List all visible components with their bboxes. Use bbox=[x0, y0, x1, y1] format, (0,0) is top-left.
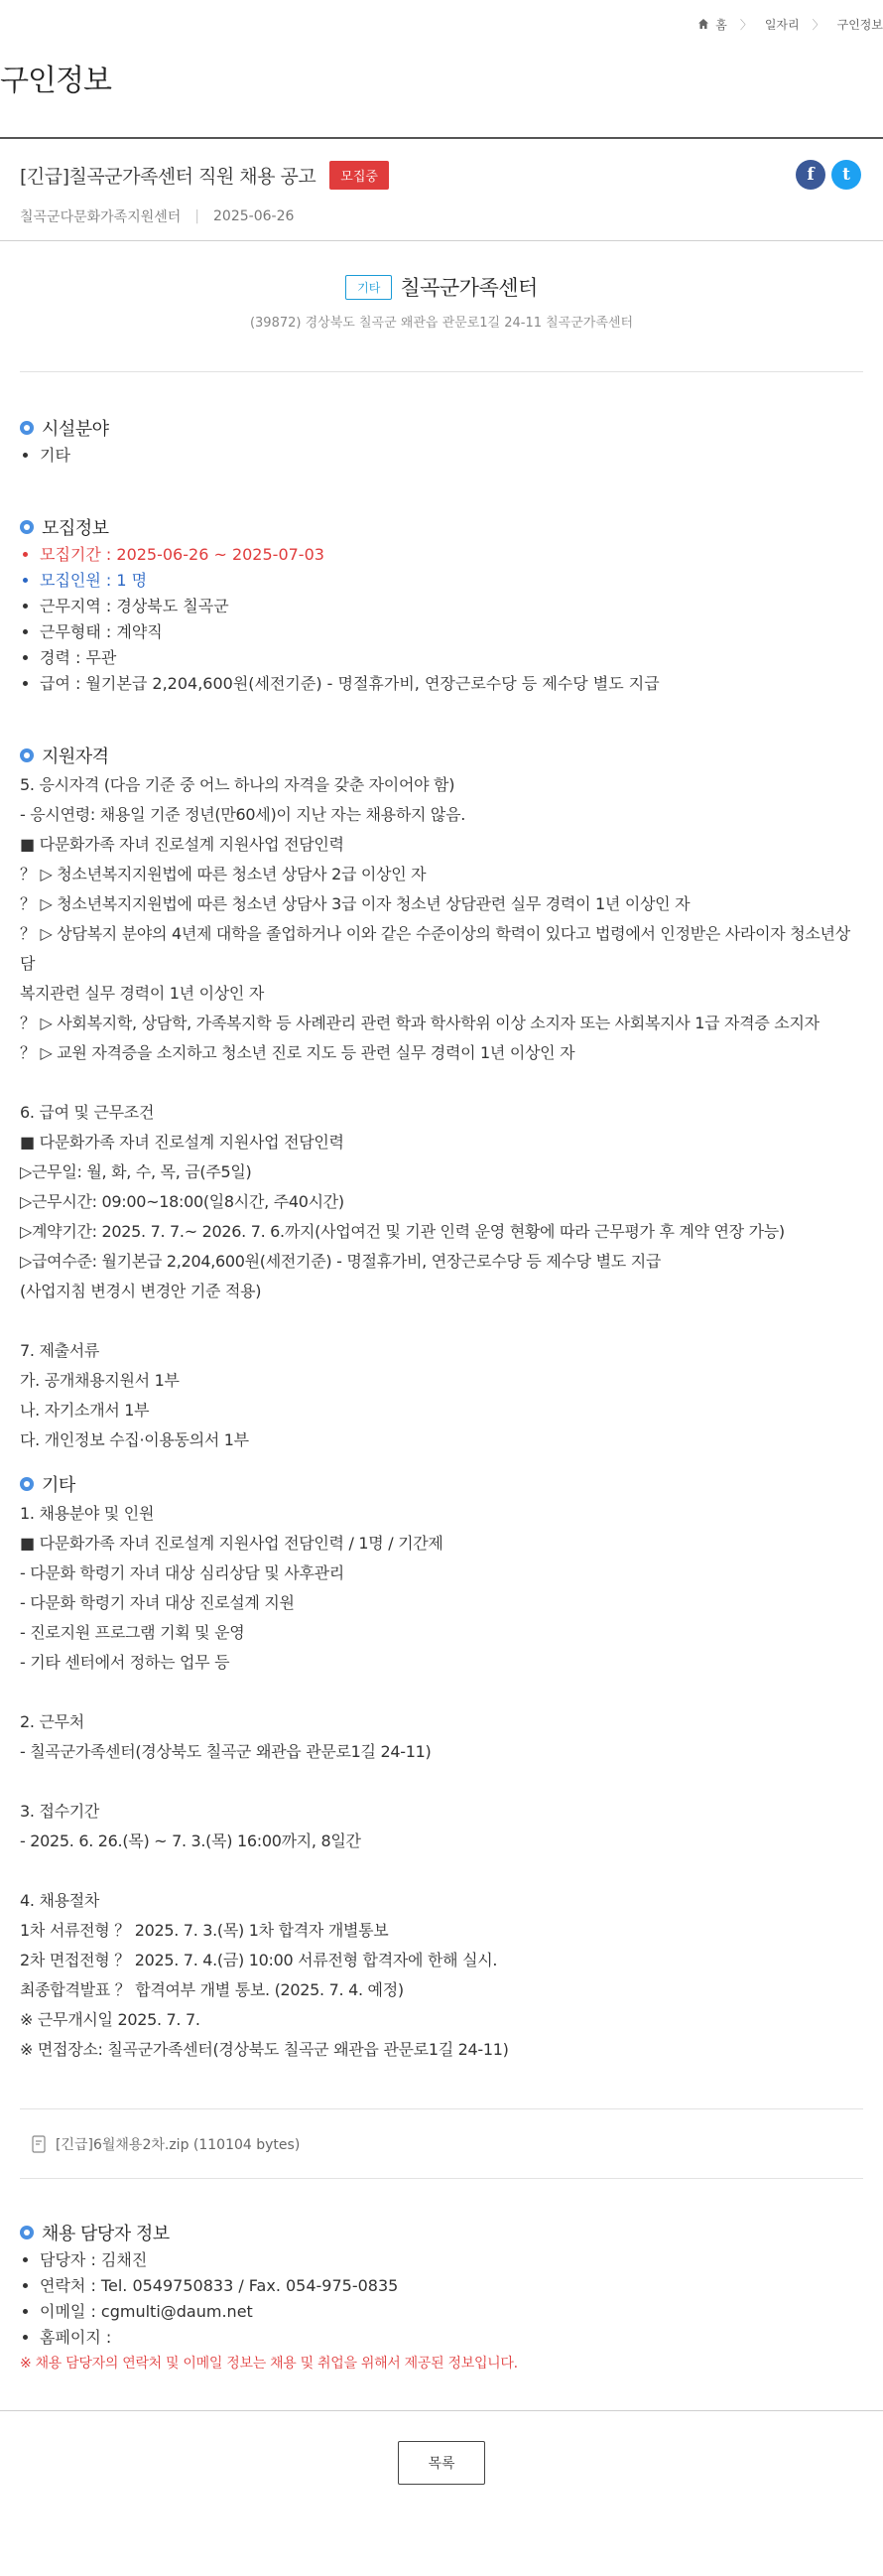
section-heading: 시설분야 bbox=[42, 419, 109, 440]
organization-block bbox=[0, 270, 883, 331]
text-line: ？ ▷ 사회복지학, 상담학, 가족복지학 등 사례관리 관련 학과 학사학위 이상 소지자 또는 사회복지사 1급 자격증 소지자 bbox=[20, 1014, 820, 1032]
page-title: 구인정보 bbox=[0, 64, 111, 98]
section-heading: 채용 담당자 정보 bbox=[42, 2224, 170, 2244]
text-line: - 응시연령: 채용일 기준 정년(만60세)이 지난 자는 채용하지 않음. bbox=[20, 805, 466, 824]
attachment-filename[interactable]: [긴급]6월채용2차.zip (110104 bytes) bbox=[56, 2137, 301, 2153]
text-line: ■ 다문화가족 자녀 진로설계 지원사업 전담인력 / 1명 / 기간제 bbox=[20, 1534, 443, 1553]
home-icon[interactable] bbox=[697, 18, 709, 30]
text-line: 다. 개인정보 수집·이용동의서 1부 bbox=[20, 1430, 249, 1449]
text-line: ▷근무일: 월, 화, 수, 목, 금(주5일) bbox=[20, 1162, 252, 1181]
breadcrumb-current[interactable]: 구인정보 bbox=[836, 17, 883, 32]
section-heading: 지원자격 bbox=[42, 746, 109, 767]
text-line: ※ 근무개시일 2025. 7. 7. bbox=[20, 2010, 200, 2029]
text-line: 복지관련 실무 경력이 1년 이상인 자 bbox=[20, 984, 264, 1003]
text-line: 1차 서류전형 ？ 2025. 7. 3.(목) 1차 합격자 개별통보 bbox=[20, 1921, 389, 1940]
text-line: 5. 응시자격 (다음 기준 중 어느 하나의 자격을 갖춘 자이어야 함) bbox=[20, 775, 455, 794]
text-line: 2. 근무처 bbox=[20, 1712, 84, 1731]
org-category-tag: 기타 bbox=[345, 275, 392, 300]
text-line bbox=[20, 1856, 863, 1886]
recruit-headcount: • 모집인원 : 1 명 bbox=[40, 568, 863, 594]
status-badge: 모집중 bbox=[329, 161, 389, 190]
post-author: 칠곡군다문화가족지원센터 bbox=[20, 209, 182, 225]
share-buttons bbox=[796, 160, 861, 190]
contact-email: • 이메일 : cgmulti@daum.net bbox=[40, 2299, 863, 2325]
etc-section bbox=[20, 1469, 863, 2065]
text-line: 4. 채용절차 bbox=[20, 1891, 100, 1910]
attachment-bottom-divider bbox=[20, 2178, 863, 2179]
text-line: 나. 자기소개서 1부 bbox=[20, 1401, 150, 1420]
meta-separator: | bbox=[194, 208, 200, 224]
section-heading: 모집정보 bbox=[42, 518, 109, 539]
list-item: • 급여 : 월기본급 2,204,600원(세전기준) - 명절휴가비, 연장근로수당 등 제수당 별도 지급 bbox=[40, 671, 863, 697]
twitter-share-button[interactable]: t bbox=[831, 160, 861, 190]
facility-section bbox=[20, 413, 863, 469]
text-line: - 다문화 학령기 자녀 대상 진로설계 지원 bbox=[20, 1593, 295, 1612]
list-button[interactable]: 목록 bbox=[398, 2441, 485, 2485]
text-line: - 칠곡군가족센터(경상북도 칠곡군 왜관읍 관문로1길 24-11) bbox=[20, 1742, 432, 1761]
text-line bbox=[20, 1068, 863, 1098]
list-item: • 기타 bbox=[40, 443, 863, 469]
list-item: • 경력 : 무관 bbox=[40, 645, 863, 671]
text-line: ▷급여수준: 월기본급 2,204,600원(세전기준) - 명절휴가비, 연장근로수당 등 제수당 별도 지급 bbox=[20, 1252, 662, 1271]
text-line: 3. 접수기간 bbox=[20, 1802, 100, 1821]
title-divider bbox=[0, 137, 883, 139]
contact-homepage: • 홈페이지 : bbox=[40, 2325, 863, 2351]
section-bullet-icon bbox=[20, 520, 34, 534]
breadcrumb bbox=[697, 14, 883, 34]
text-line: ■ 다문화가족 자녀 진로설계 지원사업 전담인력 bbox=[20, 835, 344, 854]
list-item: • 근무지역 : 경상북도 칠곡군 bbox=[40, 594, 863, 619]
text-line: (사업지침 변경시 변경안 기준 적용) bbox=[20, 1282, 262, 1300]
text-line: 6. 급여 및 근무조건 bbox=[20, 1103, 155, 1122]
chevron-right-icon: 〉 bbox=[812, 17, 824, 32]
text-line: ？ ▷ 청소년복지지원법에 따른 청소년 상담사 3급 이자 청소년 상담관련 실무 경력이 1년 이상인 자 bbox=[20, 894, 691, 913]
file-icon bbox=[32, 2135, 46, 2153]
attachment-link[interactable] bbox=[32, 2134, 300, 2154]
recruit-section bbox=[20, 512, 863, 697]
text-line: 1. 채용분야 및 인원 bbox=[20, 1504, 155, 1523]
list-item: • 근무형태 : 계약직 bbox=[40, 619, 863, 645]
text-line: - 다문화 학령기 자녀 대상 심리상담 및 사후관리 bbox=[20, 1563, 344, 1582]
text-line: 최종합격발표 ？ 합격여부 개별 통보. (2025. 7. 4. 예정) bbox=[20, 1980, 404, 1999]
text-line: ■ 다문화가족 자녀 진로설계 지원사업 전담인력 bbox=[20, 1133, 344, 1152]
attachment-top-divider bbox=[20, 2108, 863, 2109]
text-line: - 진로지원 프로그램 기획 및 운영 bbox=[20, 1623, 245, 1642]
footer-divider bbox=[0, 2410, 883, 2411]
header-divider bbox=[0, 240, 883, 241]
section-bullet-icon bbox=[20, 748, 34, 762]
section-bullet-icon bbox=[20, 2226, 34, 2239]
contact-name: • 담당자 : 김채진 bbox=[40, 2247, 863, 2273]
text-line: - 2025. 6. 26.(목) ~ 7. 3.(목) 16:00까지, 8일간 bbox=[20, 1831, 361, 1850]
text-line: ？ ▷ 교원 자격증을 소지하고 청소년 진로 지도 등 관련 실무 경력이 1년 이상인 자 bbox=[20, 1043, 575, 1062]
text-line: ※ 면접장소: 칠곡군가족센터(경상북도 칠곡군 왜관읍 관문로1길 24-11) bbox=[20, 2040, 509, 2059]
section-heading: 기타 bbox=[42, 1475, 75, 1496]
text-line: ▷계약기간: 2025. 7. 7.~ 2026. 7. 6.까지(사업여건 및 기관 인력 운영 현황에 따라 근무평가 후 계약 연장 가능) bbox=[20, 1222, 785, 1241]
text-line: 7. 제출서류 bbox=[20, 1341, 100, 1360]
facebook-share-button[interactable]: f bbox=[796, 160, 825, 190]
qualification-lines bbox=[20, 770, 863, 1455]
org-divider bbox=[20, 371, 863, 372]
contact-phone: • 연락처 : Tel. 0549750833 / Fax. 054-975-0835 bbox=[40, 2273, 863, 2299]
post-title: [긴급]칠곡군가족센터 직원 채용 공고 bbox=[20, 165, 316, 188]
text-line: 2차 면접전형 ？ 2025. 7. 4.(금) 10:00 서류전형 합격자에 한해 실시. bbox=[20, 1951, 498, 1969]
etc-lines bbox=[20, 1499, 863, 2065]
text-line: 가. 공개채용지원서 1부 bbox=[20, 1371, 180, 1390]
contact-notice: ※ 채용 담당자의 연락처 및 이메일 정보는 채용 및 취업을 위해서 제공된 정보입니다. bbox=[20, 2356, 518, 2372]
text-line: - 기타 센터에서 정하는 업무 등 bbox=[20, 1653, 230, 1672]
org-name: 칠곡군가족센터 bbox=[400, 276, 538, 300]
breadcrumb-jobs[interactable]: 일자리 bbox=[764, 17, 800, 32]
recruit-period: • 모집기간 : 2025-06-26 ~ 2025-07-03 bbox=[40, 542, 863, 568]
text-line: ▷근무시간: 09:00~18:00(일8시간, 주40시간) bbox=[20, 1192, 344, 1211]
post-header bbox=[20, 157, 863, 226]
text-line bbox=[20, 1767, 863, 1797]
text-line: ？ ▷ 청소년복지지원법에 따른 청소년 상담사 2급 이상인 자 bbox=[20, 865, 427, 883]
section-bullet-icon bbox=[20, 1477, 34, 1491]
text-line: ？ ▷ 상담복지 분야의 4년제 대학을 졸업하거나 이와 같은 수준이상의 학력이 있다고 법령에서 인정받은 사라이자 청소년상담 bbox=[20, 924, 850, 973]
org-address: (39872) 경상북도 칠곡군 왜관읍 관문로1길 24-11 칠곡군가족센터 bbox=[249, 316, 634, 331]
breadcrumb-home[interactable]: 홈 bbox=[715, 17, 727, 32]
section-bullet-icon bbox=[20, 421, 34, 435]
chevron-right-icon: 〉 bbox=[739, 17, 752, 32]
text-line bbox=[20, 1306, 863, 1336]
text-line bbox=[20, 1678, 863, 1707]
contact-section bbox=[20, 2218, 863, 2376]
post-date: 2025-06-26 bbox=[213, 208, 295, 224]
qualification-section bbox=[20, 741, 863, 1455]
